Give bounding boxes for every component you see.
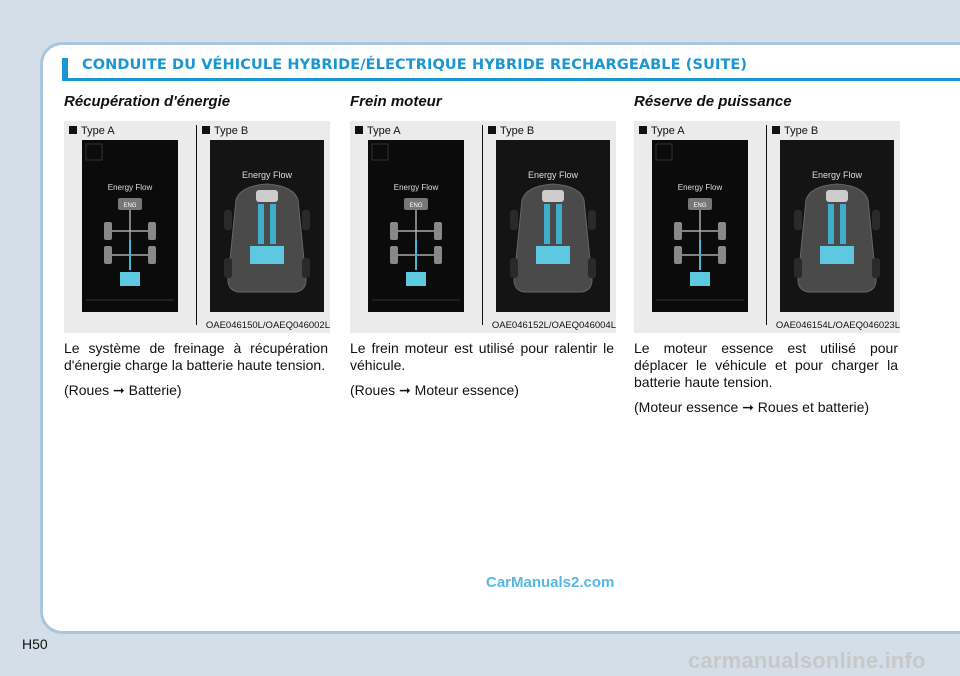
type-a-label: Type A xyxy=(69,125,115,137)
wheel-icon xyxy=(872,210,880,230)
wheel-icon xyxy=(718,246,726,264)
wheel-icon xyxy=(224,210,232,230)
section-paragraph: Le moteur essence est utilisé pour déplacer le véhicule et pour charger la batterie haute tension. xyxy=(634,340,898,390)
screen-b-title: Energy Flow xyxy=(241,170,293,180)
energy-flow-diagram-a xyxy=(652,140,748,312)
type-a-label: Type A xyxy=(639,125,685,137)
section-body xyxy=(350,340,614,407)
wheel-icon xyxy=(302,210,310,230)
wheel-icon xyxy=(302,258,310,278)
engine-label: ENG xyxy=(693,203,707,209)
wheel-icon xyxy=(224,258,232,278)
battery-icon xyxy=(406,272,426,286)
arrow-right-icon: ➞ xyxy=(742,399,754,415)
battery-icon xyxy=(690,272,710,286)
screen-type-b xyxy=(780,140,894,312)
figure-code: OAE046150L/OAEQ046002L xyxy=(205,320,330,331)
energy-flow-path: (Moteur essence ➞ Roues et batterie) xyxy=(634,399,870,415)
section-body xyxy=(634,340,898,424)
square-bullet-icon xyxy=(202,126,210,134)
wheel-icon xyxy=(104,222,112,240)
screen-type-b xyxy=(210,140,324,312)
page-number: H50 xyxy=(22,636,48,652)
battery-icon xyxy=(820,246,854,264)
square-bullet-icon xyxy=(355,126,363,134)
type-b-label: Type B xyxy=(772,125,818,137)
figure-divider xyxy=(482,125,483,325)
square-bullet-icon xyxy=(772,126,780,134)
arrow-right-icon: ➞ xyxy=(113,382,125,398)
type-b-label: Type B xyxy=(488,125,534,137)
wheel-icon xyxy=(510,210,518,230)
figure-code: OAE046152L/OAEQ046004L xyxy=(491,320,616,331)
energy-flow-figure xyxy=(634,121,900,333)
wheel-icon xyxy=(674,222,682,240)
section-title: Réserve de puissance xyxy=(634,93,792,110)
section-paragraph: Le système de freinage à récupération d'énergie charge la batterie haute tension. xyxy=(64,340,328,373)
screen-type-b xyxy=(496,140,610,312)
energy-flow-figure xyxy=(64,121,330,333)
page-title: CONDUITE DU VÉHICULE HYBRIDE/ÉLECTRIQUE HYBRIDE RECHARGEABLE (SUITE) xyxy=(82,57,748,73)
screen-type-a xyxy=(652,140,748,312)
arrow-right-icon: ➞ xyxy=(399,382,411,398)
engine-icon xyxy=(256,190,278,202)
section-title: Récupération d'énergie xyxy=(64,93,231,110)
energy-flow-diagram-a xyxy=(368,140,464,312)
wheel-icon xyxy=(148,222,156,240)
type-a-label: Type A xyxy=(355,125,401,137)
header-rule xyxy=(62,78,960,81)
energy-flow-path: (Roues ➞ Batterie) xyxy=(64,382,182,398)
screen-a-title: Energy Flow xyxy=(393,183,439,192)
section-paragraph: Le frein moteur est utilisé pour ralentir le véhicule. xyxy=(350,340,614,373)
square-bullet-icon xyxy=(639,126,647,134)
section-body xyxy=(64,340,328,407)
wheel-icon xyxy=(872,258,880,278)
wheel-icon xyxy=(148,246,156,264)
energy-flow-path: (Roues ➞ Moteur essence) xyxy=(350,382,519,398)
figure-code: OAE046154L/OAEQ046023L xyxy=(775,320,900,331)
battery-icon xyxy=(120,272,140,286)
screen-b-title: Energy Flow xyxy=(527,170,579,180)
wheel-icon xyxy=(390,246,398,264)
battery-icon xyxy=(536,246,570,264)
energy-flow-diagram-a xyxy=(82,140,178,312)
figure-divider xyxy=(196,125,197,325)
wheel-icon xyxy=(434,222,442,240)
wheel-icon xyxy=(794,258,802,278)
screen-a-title: Energy Flow xyxy=(107,183,153,192)
engine-label: ENG xyxy=(409,203,423,209)
engine-icon xyxy=(542,190,564,202)
wheel-icon xyxy=(390,222,398,240)
battery-icon xyxy=(250,246,284,264)
wheel-icon xyxy=(104,246,112,264)
energy-flow-diagram-b xyxy=(496,140,610,312)
energy-flow-diagram-b xyxy=(210,140,324,312)
wheel-icon xyxy=(674,246,682,264)
screen-b-title: Energy Flow xyxy=(811,170,863,180)
watermark: CarManuals2.com xyxy=(486,574,615,591)
screen-a-title: Energy Flow xyxy=(677,183,723,192)
screen-type-a xyxy=(368,140,464,312)
wheel-icon xyxy=(510,258,518,278)
section-title: Frein moteur xyxy=(350,93,442,110)
header-accent-bar xyxy=(62,58,68,79)
figure-divider xyxy=(766,125,767,325)
wheel-icon xyxy=(794,210,802,230)
engine-icon xyxy=(826,190,848,202)
energy-flow-figure xyxy=(350,121,616,333)
type-b-label: Type B xyxy=(202,125,248,137)
engine-label: ENG xyxy=(123,203,137,209)
wheel-icon xyxy=(434,246,442,264)
wheel-icon xyxy=(588,210,596,230)
square-bullet-icon xyxy=(69,126,77,134)
energy-flow-diagram-b xyxy=(780,140,894,312)
footer-site: carmanualsonline.info xyxy=(688,648,926,673)
wheel-icon xyxy=(588,258,596,278)
square-bullet-icon xyxy=(488,126,496,134)
wheel-icon xyxy=(718,222,726,240)
screen-type-a xyxy=(82,140,178,312)
